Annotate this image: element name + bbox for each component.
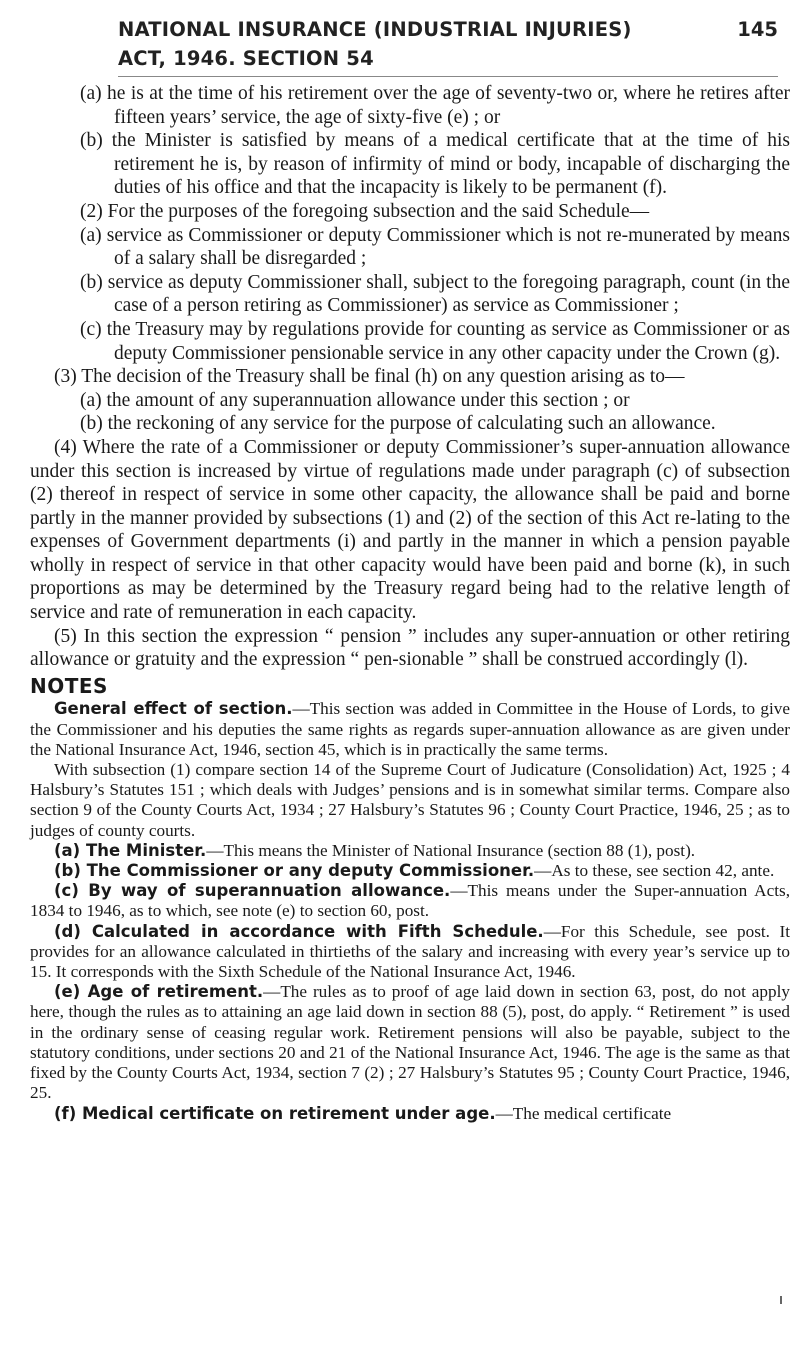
note-heading: (f) Medical certificate on retirement under age. (54, 1103, 496, 1123)
statute-paragraph: (b) the reckoning of any service for the purpose of calculating such an allowance. (80, 413, 716, 435)
page-number: 145 (737, 18, 778, 41)
statute-subsection: (5) In this section the expression “ pension ” includes any super-annuation or other retiring allowance or gratuity and the expression “ pen-sionable ” shall be construed accordingly (l). (30, 625, 790, 671)
note-text: —The rules as to proof of age laid down in section 63, post, do not apply here, though the rules as to attaining an age laid down in section 88 (5), post, do apply. “ Retirement ” is used in the ordinary sense of ceasing regular work. Retirement pensions will also be payable, subject to the statutory conditions, under sections 20 and 21 of the National Insurance Act, 1946. The age is the same as that fixed by the County Courts Act, 1934, section 7 (2) ; 27 Halsbury’s Statutes 95 ; County Court Practice, 1946, 25. (30, 982, 790, 1103)
notes-heading: NOTES (30, 673, 108, 698)
note-paragraph (30, 861, 790, 881)
note-paragraph (30, 841, 790, 861)
statute-paragraph: (c) the Treasury may by regulations provide for counting as service as Commissioner or as deputy Commissioner pensionable service in any other capacity under the Crown (g). (80, 318, 790, 364)
statute-subsection: (3) The decision of the Treasury shall be final (h) on any question arising as to— (54, 366, 685, 388)
page-mark (780, 1296, 782, 1304)
statute-paragraph: (b) service as deputy Commissioner shall, subject to the foregoing paragraph, count (in the case of a person retiring as Commissioner) as service as Commissioner ; (80, 271, 790, 317)
note-paragraph (30, 760, 790, 841)
note-text: —As to these, see section 42, ante. (534, 861, 775, 881)
note-paragraph (30, 699, 790, 760)
note-heading: General effect of section. (54, 699, 293, 719)
note-text: —This means the Minister of National Insurance (section 88 (1), post). (206, 840, 696, 860)
note-heading: (c) By way of superannuation allowance. (54, 881, 451, 901)
note-heading: (b) The Commissioner or any deputy Commissioner. (54, 861, 535, 881)
note-text: —The medical certificate (495, 1103, 672, 1123)
note-paragraph (30, 1104, 790, 1124)
note-paragraph (30, 922, 790, 983)
running-subtitle: ACT, 1946. SECTION 54 (118, 47, 374, 70)
notes-section (30, 699, 790, 1123)
statute-text (30, 82, 790, 1124)
running-title: NATIONAL INSURANCE (INDUSTRIAL INJURIES) (118, 18, 632, 41)
statute-paragraph: (a) the amount of any superannuation allowance under this section ; or (80, 389, 630, 411)
note-paragraph (30, 982, 790, 1103)
note-text: —For this Schedule, see post. It provides for an allowance calculated in thirtieths of the salary and increasing with every year’s service up to 15. It corresponds with the Sixth Schedule of the National Insurance Act, 1946. (30, 921, 790, 982)
note-text: With subsection (1) compare section 14 of the Supreme Court of Judicature (Consolidation) Act, 1925 ; 4 Halsbury’s Statutes 151 ; which deals with Judges’ pensions and is in somewhat similar terms. Compare also section 9 of the County Courts Act, 1934 ; 27 Halsbury’s Statutes 96 ; County Court Practice, 1946, 25 ; as to judges of county courts. (30, 760, 790, 840)
note-paragraph (30, 881, 790, 921)
header-rule (118, 76, 778, 77)
note-heading: (d) Calculated in accordance with Fifth Schedule. (54, 921, 544, 941)
statute-paragraph: (a) he is at the time of his retirement over the age of seventy-two or, where he retires after fifteen years’ service, the age of sixty-five (e) ; or (80, 83, 790, 128)
statute-subsection: (2) For the purposes of the foregoing subsection and the said Schedule— (80, 200, 650, 222)
note-heading: (a) The Minister. (54, 840, 207, 860)
statute-subsection: (4) Where the rate of a Commissioner or deputy Commissioner’s super-annuation allowance under this section is increased by virtue of regulations made under paragraph (c) of subsection (2) thereof in respect of service in some other capacity, the allowance shall be paid and borne partly in the manner provided by subsections (1) and (2) of the section of this Act re-lating to the expenses of Government departments (i) and partly in the manner in which a pension payable wholly in respect of service in that other capacity would have been paid and borne (k), in such proportions as may be determined by the Treasury regard being had to the relative length of service and rate of remuneration in each capacity. (30, 436, 790, 624)
statute-paragraph: (b) the Minister is satisfied by means of a medical certificate that at the time of his retirement he is, by reason of infirmity of mind or body, incapable of discharging the duties of his office and that the incapacity is likely to be permanent (f). (80, 130, 790, 199)
note-heading: (e) Age of retirement. (54, 982, 264, 1002)
note-text: —This means under the Super-annuation Acts, 1834 to 1946, as to which, see note (e) to section 60, post. (30, 881, 790, 921)
statute-paragraph: (a) service as Commissioner or deputy Commissioner which is not re-munerated by means of a salary shall be disregarded ; (80, 224, 790, 270)
note-text: —This section was added in Committee in the House of Lords, to give the Commissioner and his deputies the same rights as regards super-annuation allowance as are given under the National Insurance Act, 1946, section 45, which is in practically the same terms. (30, 699, 790, 759)
